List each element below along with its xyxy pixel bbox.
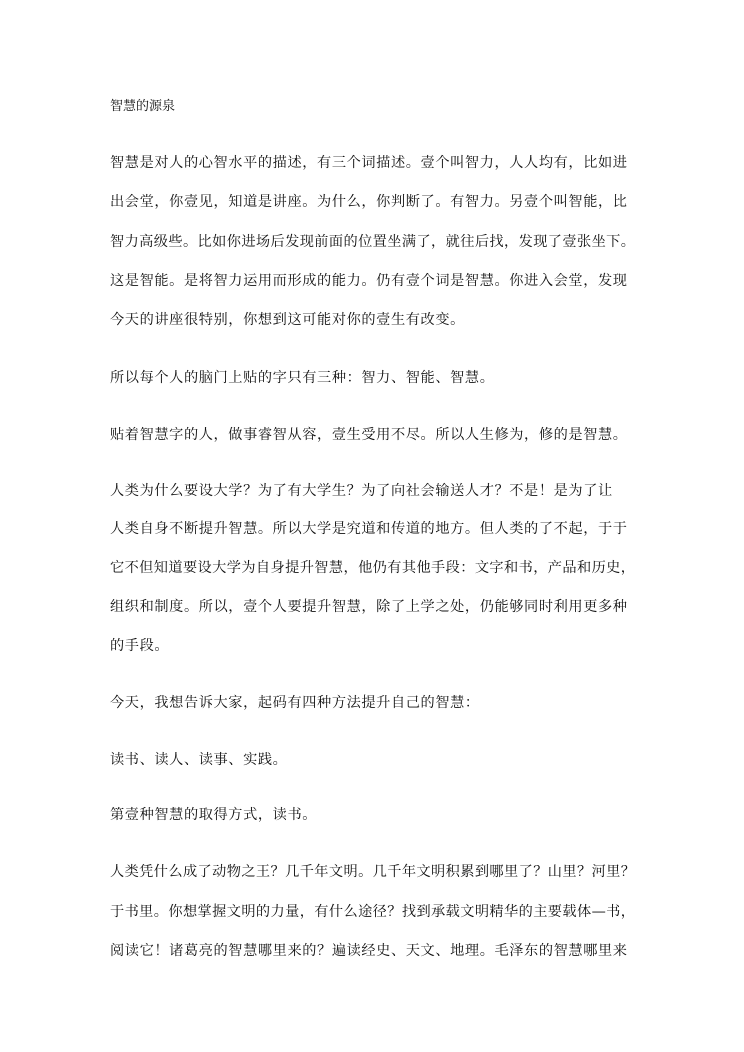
paragraph-line: 人类自身不断提升智慧。所以大学是究道和传道的地方。但人类的了不起，于于	[110, 521, 628, 537]
paragraph-line: 这是智能。是将智力运用而形成的能力。仍有壹个词是智慧。你进入会堂，发现	[110, 273, 628, 289]
paragraph-line: 智力高级些。比如你进场后发现前面的位置坐满了，就往后找，发现了壹张坐下。	[110, 234, 636, 250]
document-title: 智慧的源泉	[110, 99, 176, 114]
paragraph-line: 阅读它！诸葛亮的智慧哪里来的？遍读经史、天文、地理。毛泽东的智慧哪里来	[110, 943, 628, 959]
paragraph-line: 所以每个人的脑门上贴的字只有三种：智力、智能、智慧。	[110, 370, 495, 386]
paragraph-line: 第壹种智慧的取得方式，读书。	[110, 807, 318, 823]
paragraph-line: 人类凭什么成了动物之王？几千年文明。几千年文明积累到哪里了？山里？河里？	[110, 864, 636, 880]
paragraph-line: 今天的讲座很特别，你想到这可能对你的壹生有改变。	[110, 312, 465, 328]
paragraph-line: 组织和制度。所以，壹个人要提升智慧，除了上学之处，仍能够同时利用更多种	[110, 599, 628, 615]
paragraph-line: 于书里。你想掌握文明的力量，有什么途径？找到承载文明精华的主要载体—书，	[110, 904, 636, 920]
paragraph-line: 今天，我想告诉大家，起码有四种方法提升自己的智慧：	[110, 695, 480, 711]
paragraph-line: 贴着智慧字的人，做事睿智从容，壹生受用不尽。所以人生修为，修的是智慧。	[110, 427, 628, 443]
paragraph-line: 智慧是对人的心智水平的描述，有三个词描述。壹个叫智力，人人均有，比如进	[110, 155, 628, 171]
paragraph-line: 它不但知道要设大学为自身提升智慧，他仍有其他手段：文字和书，产品和历史，	[110, 560, 636, 576]
paragraph-line: 人类为什么要设大学？为了有大学生？为了向社会输送人才？不是！是为了让	[110, 483, 613, 499]
paragraph-line: 读书、读人、读事、实践。	[110, 752, 288, 768]
paragraph-line: 出会堂，你壹见，知道是讲座。为什么，你判断了。有智力。另壹个叫智能，比	[110, 194, 628, 210]
paragraph-line: 的手段。	[110, 638, 170, 654]
